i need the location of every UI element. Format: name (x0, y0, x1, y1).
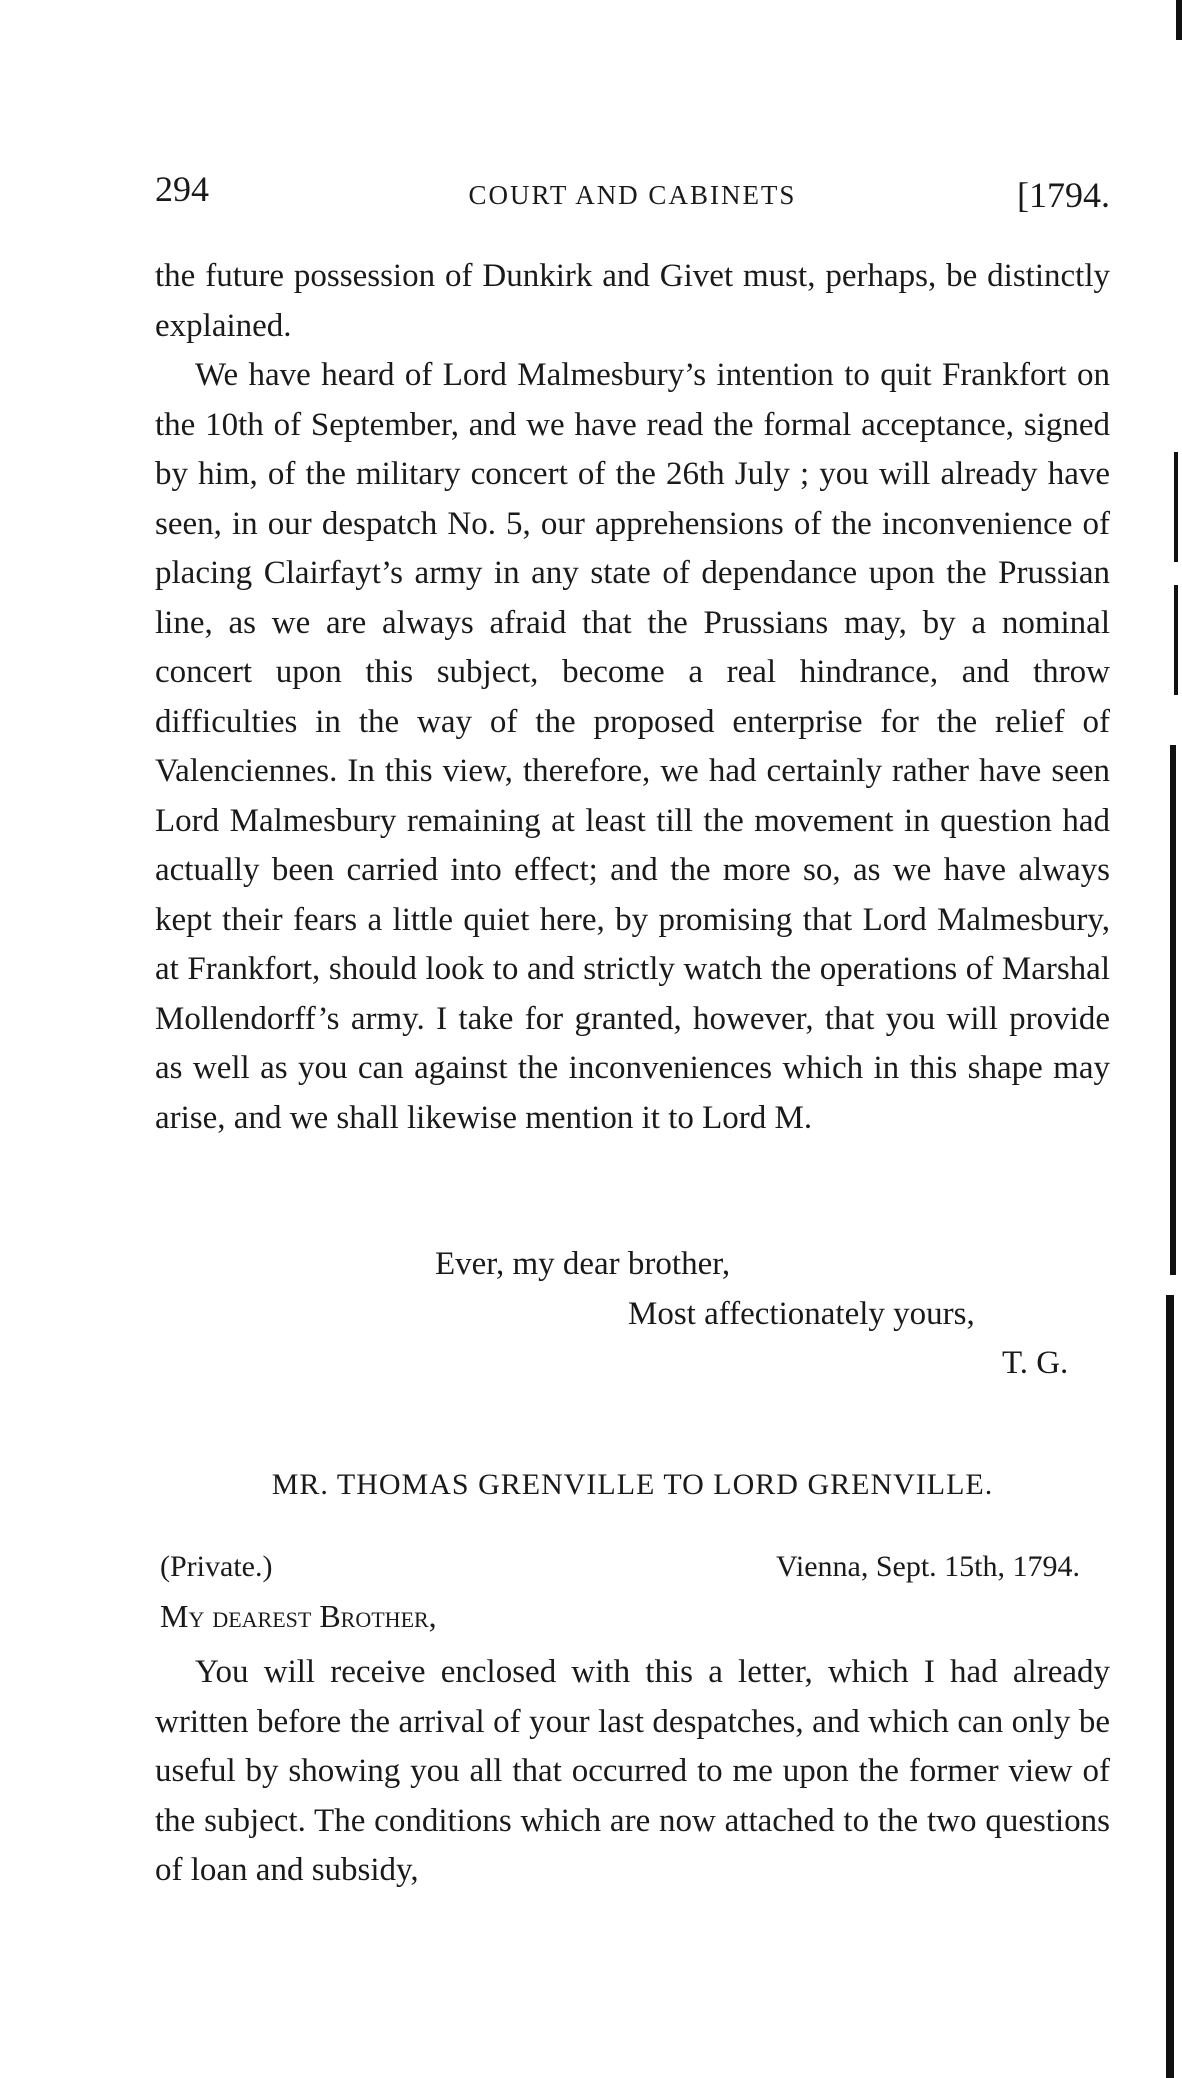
letter-heading: MR. THOMAS GRENVILLE TO LORD GRENVILLE. (271, 1468, 994, 1501)
closing-line-2: Most affectionately yours, (628, 1296, 975, 1332)
paragraph-continued: the future possession of Dunkirk and Givet must, perhaps, be distinctly explained. (155, 258, 1110, 344)
paragraph-malmesbury: We have heard of Lord Malmesbury’s intention to quit Frankfort on the 10th of September, and we have read the formal acceptance, signed by him, of the military concert of the 26th July ; you will already have seen, in our despatch No. 5, our apprehensions of the inconvenience of placing Clairfayt’s army in any state of dependance upon the Prussian line, as we are always afraid that the Prussians may, by a nominal concert upon this subject, become a real hindrance, and throw difficulties in the way of the proposed enterprise for the relief of Valenciennes. In this view, therefore, we had certainly rather have seen Lord Malmesbury remaining at least till the movement in question had actually been carried into effect; and the more so, as we have always kept their fears a little quiet here, by promising that Lord Malmesbury, at Frankfort, should look to and strictly watch the operations of Marshal Mollendorff’s army. I take for granted, however, that you will provide as well as you can against the inconveniences which in this shape may arise, and we shall likewise mention it to Lord M. (155, 357, 1110, 1136)
running-year: [1794. (1017, 175, 1110, 215)
scan-edge-mark (1170, 745, 1176, 1275)
scan-edge-mark (1174, 585, 1178, 695)
scan-edge-mark (1166, 1295, 1174, 2078)
scan-edge-mark (1174, 452, 1178, 562)
salutation: My dearest Brother, (160, 1598, 437, 1634)
letter-body-continued (155, 252, 1110, 1143)
dateline: Vienna, Sept. 15th, 1794. (776, 1550, 1080, 1583)
page-number: 294 (155, 169, 209, 209)
private-label: (Private.) (160, 1550, 273, 1583)
scan-edge-mark (1176, 0, 1182, 40)
page-header (155, 168, 1110, 218)
running-title: COURT AND CABINETS (468, 180, 797, 210)
closing-line-1: Ever, my dear brother, (435, 1246, 731, 1282)
paragraph-new-letter: You will receive enclosed with this a letter, which I had already written before the arrival of your last despatches, and which can only be useful by showing you all that occurred to me upon the former view of the subject. The conditions which are now attached to the two questions of loan and subsidy, (155, 1654, 1110, 1888)
signature: T. G. (1002, 1345, 1069, 1381)
new-letter-body (155, 1648, 1110, 1896)
